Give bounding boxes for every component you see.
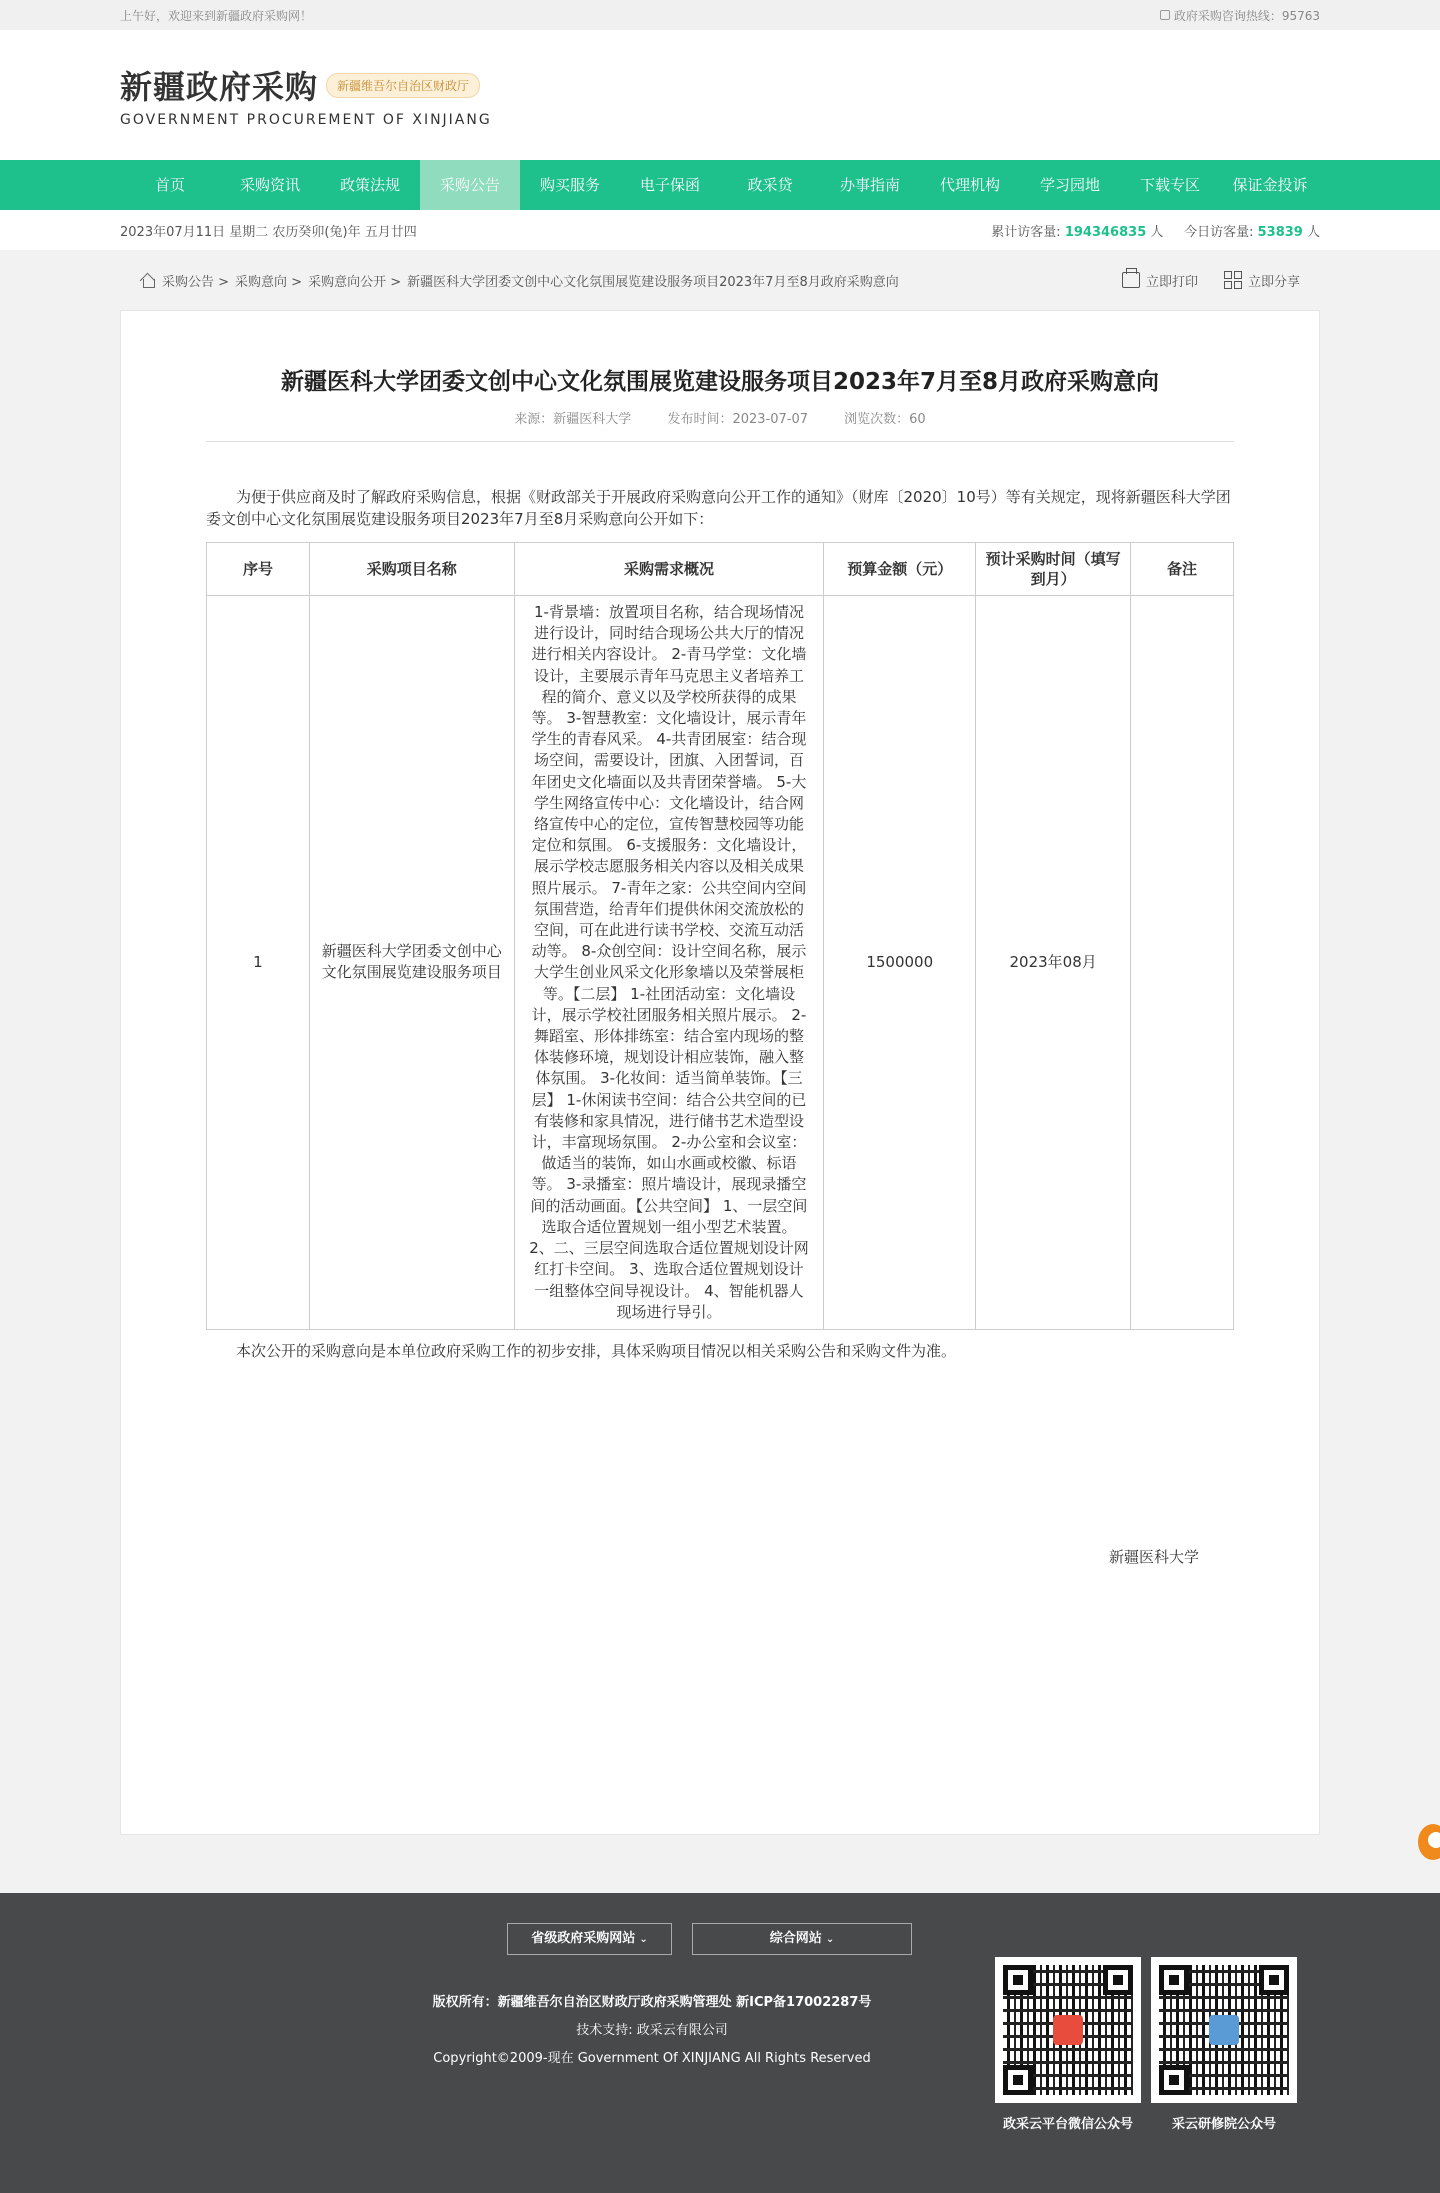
logo-title: 新疆政府采购 xyxy=(120,68,319,106)
home-icon[interactable] xyxy=(140,273,156,287)
site-header xyxy=(0,30,1440,160)
nav-item-learning[interactable]: 学习园地 xyxy=(1039,176,1100,194)
col-header-desc: 采购需求概况 xyxy=(514,543,824,596)
today-visits-label: 今日访客量: xyxy=(1184,224,1254,240)
nav-item-guide[interactable]: 办事指南 xyxy=(839,176,900,194)
chevron-down-icon: ⌄ xyxy=(639,1934,648,1945)
site-footer xyxy=(0,1893,1440,2193)
table-header-row xyxy=(207,543,1234,596)
cell-no: 1 xyxy=(207,596,310,1330)
article-intro: 为便于供应商及时了解政府采购信息，根据《财政部关于开展政府采购意向公开工作的通知》（财库〔2020〕10号）等有关规定，现将新疆医科大学团委文创中心文化氛围展览建设服务项目2023年7月至8月采购意向公开如下： xyxy=(206,488,1231,528)
procurement-table xyxy=(206,542,1234,1330)
main-nav xyxy=(0,160,1440,210)
breadcrumb-item[interactable]: 采购意向 > xyxy=(235,274,303,290)
chevron-down-icon: ⌄ xyxy=(825,1934,835,1945)
cell-time: 2023年08月 xyxy=(976,596,1131,1330)
general-sites-label: 综合网站 xyxy=(769,1931,822,1946)
article-date: 发布时间：2023-07-07 xyxy=(667,412,809,427)
top-bar xyxy=(0,0,1440,30)
academy-qr-code xyxy=(1151,1957,1297,2103)
share-label: 立即分享 xyxy=(1247,274,1300,290)
phone-icon xyxy=(1160,10,1170,20)
academy-qr-caption: 采云研修院公众号 xyxy=(1171,2117,1276,2132)
nav-item-deposit-complaint[interactable]: 保证金投诉 xyxy=(1232,176,1308,194)
breadcrumb-item[interactable]: 采购意向公开 > xyxy=(308,274,402,290)
total-visits-unit: 人 xyxy=(1150,224,1164,240)
hotline xyxy=(1160,7,1320,24)
nav-item-agencies[interactable]: 代理机构 xyxy=(939,176,1000,194)
article-closing: 本次公开的采购意向是本单位政府采购工作的初步安排，具体采购项目情况以相关采购公告和采购文件为准。 xyxy=(236,1341,957,1360)
hotline-text: 政府采购咨询热线：95763 xyxy=(1173,8,1320,23)
col-header-budget: 预算金额（元） xyxy=(824,543,976,596)
nav-item-guarantee[interactable]: 电子保函 xyxy=(639,176,700,194)
footer-tech: 技术支持: 政采云有限公司 xyxy=(576,2023,728,2038)
footer-info xyxy=(392,1989,912,2073)
site-logo[interactable] xyxy=(120,62,492,128)
table-row xyxy=(207,596,1234,1330)
breadcrumb-bar xyxy=(0,250,1440,310)
total-visits-value: 194346835 xyxy=(1064,224,1147,240)
cell-name: 新疆医科大学团委文创中心文化氛围展览建设服务项目 xyxy=(309,596,514,1330)
nav-item-loan[interactable]: 政采贷 xyxy=(747,176,793,194)
cell-desc: 1-背景墙：放置项目名称，结合现场情况进行设计，同时结合现场公共大厅的情况进行相关内容设计。 2-青马学堂：文化墙设计，主要展示青年马克思主义者培养工程的简介、意义以及学校所获得的成果等。 3-智慧教室：文化墙设计，展示青年学生的青春风采。 4-共青团展室：结合现场空间，需要设计，团旗、入团誓词，百年团史文化墙面以及共青团荣誉墙。 5-大学生网络宣传中心：文化墙设计，结合网络宣传中心的定位，宣传智慧校园等功能定位和氛围。 6-支援服务：文化墙设计，展示学校志愿服务相关内容以及相关成果照片展示。 7-青年之家：公共空间内空间氛围营造，给青年们提供休闲交流放松的空间，可在此进行读书学校、交流互动活动等。 8-众创空间：设计空间名称，展示大学生创业风采文化形象墙以及荣誉展柜等。【二层】 1-社团活动室：文化墙设计，展示学校社团服务相关照片展示。 2-舞蹈室、形体排练室：结合室内现场的整体装修环境，规划设计相应装饰，融入整体氛围。 3-化妆间：适当简单装饰。【三层】 1-休闲读书空间：结合公共空间的已有装修和家具情况，进行储书艺术造型设计，丰富现场氛围。 2-办公室和会议室：做适当的装饰，如山水画或校徽、标语等。 3-录播室：照片墙设计，展现录播空间的活动画面。【公共空间】 1、一层空间选取合适位置规划一组小型艺术装置。 2、二、三层空间选取合适位置规划设计网红打卡空间。 3、选取合适位置规划设计一组整体空间导视设计。 4、智能机器人现场进行导引。 xyxy=(514,596,824,1330)
article-source: 来源：新疆医科大学 xyxy=(514,412,632,427)
wechat-qr-code xyxy=(995,1957,1141,2103)
floating-help-icon[interactable] xyxy=(1418,1824,1440,1860)
nav-item-downloads[interactable]: 下载专区 xyxy=(1139,176,1200,194)
cell-budget: 1500000 xyxy=(824,596,976,1330)
date-bar xyxy=(0,210,1440,250)
general-sites-select[interactable] xyxy=(692,1923,912,1955)
col-header-time: 预计采购时间（填写到月） xyxy=(976,543,1131,596)
nav-item-announcements[interactable]: 采购公告 xyxy=(420,160,520,210)
logo-subtitle: GOVERNMENT PROCUREMENT OF XINJIANG xyxy=(120,112,492,128)
visitor-stats xyxy=(991,221,1320,240)
nav-item-news[interactable]: 采购资讯 xyxy=(239,176,300,194)
col-header-no: 序号 xyxy=(207,543,310,596)
print-button[interactable] xyxy=(1122,271,1198,290)
footer-copyright-en: Copyright©2009-现在 Government Of XINJIANG All Rights Reserved xyxy=(433,2051,871,2066)
today-visits-value: 53839 xyxy=(1257,224,1303,240)
wechat-qr-caption: 政采云平台微信公众号 xyxy=(1002,2117,1133,2132)
breadcrumb-item[interactable]: 采购公告 > xyxy=(162,274,230,290)
col-header-name: 采购项目名称 xyxy=(309,543,514,596)
today-visits-unit: 人 xyxy=(1306,224,1320,240)
article-meta xyxy=(206,408,1234,442)
qr-share-icon xyxy=(1224,271,1242,289)
nav-item-home[interactable]: 首页 xyxy=(154,176,185,194)
cell-remark xyxy=(1131,596,1234,1330)
breadcrumb-current: 新疆医科大学团委文创中心文化氛围展览建设服务项目2023年7月至8月政府采购意向 xyxy=(407,274,899,290)
breadcrumb xyxy=(140,271,899,290)
nav-item-services[interactable]: 购买服务 xyxy=(539,176,600,194)
print-label: 立即打印 xyxy=(1145,274,1198,290)
provincial-sites-select[interactable] xyxy=(507,1923,672,1955)
col-header-remark: 备注 xyxy=(1131,543,1234,596)
greeting-text: 上午好，欢迎来到新疆政府采购网！ xyxy=(120,8,313,23)
logo-badge: 新疆维吾尔自治区财政厅 xyxy=(326,73,480,98)
article-signer: 新疆医科大学 xyxy=(1108,1548,1199,1566)
footer-copyright: 版权所有：新疆维吾尔自治区财政厅政府采购管理处 新ICP备17002287号 xyxy=(432,1995,872,2010)
nav-item-policy[interactable]: 政策法规 xyxy=(339,176,400,194)
total-visits-label: 累计访客量: xyxy=(991,224,1061,240)
current-date: 2023年07月11日 星期二 农历癸卯(兔)年 五月廿四 xyxy=(120,224,417,240)
article-container xyxy=(120,310,1320,1835)
printer-icon xyxy=(1122,272,1140,288)
provincial-sites-label: 省级政府采购网站 xyxy=(531,1931,636,1946)
share-button[interactable] xyxy=(1224,271,1300,290)
article-views: 浏览次数：60 xyxy=(844,412,926,427)
article-title: 新疆医科大学团委文创中心文化氛围展览建设服务项目2023年7月至8月政府采购意向 xyxy=(280,369,1160,395)
